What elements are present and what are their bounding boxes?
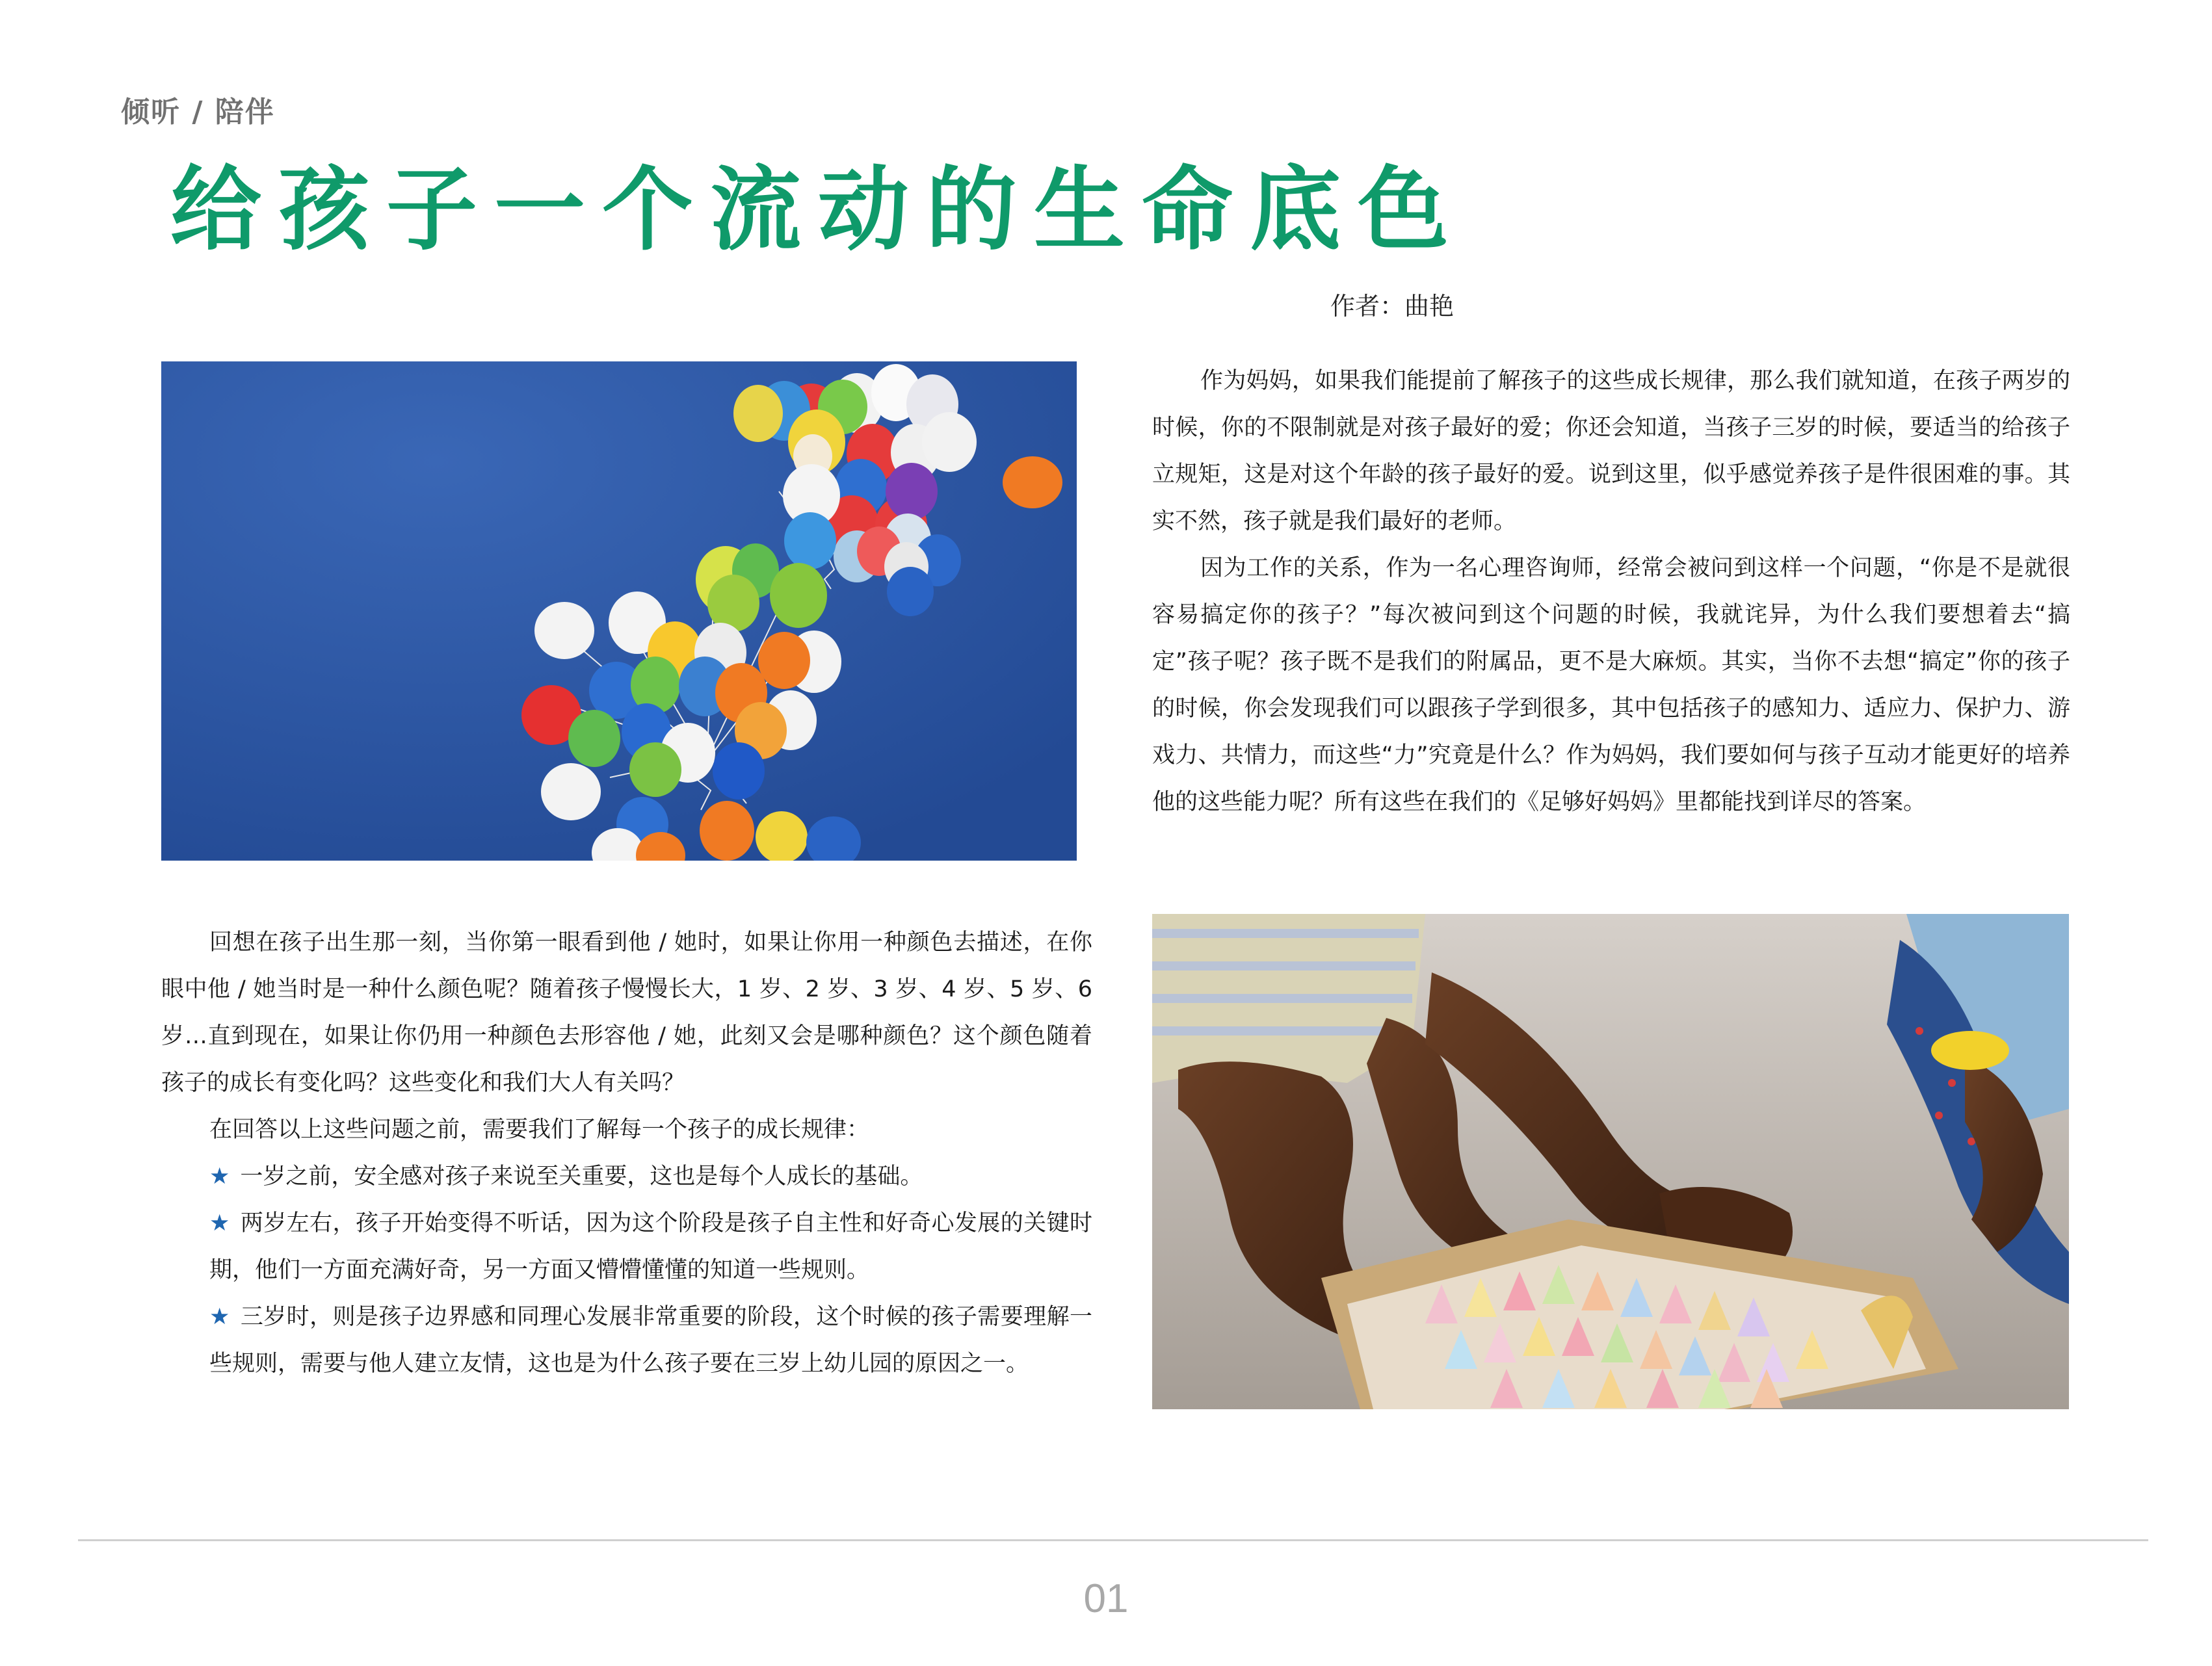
bullet-text: 两岁左右，孩子开始变得不听话，因为这个阶段是孩子自主性和好奇心发展的关键时期，他们一方面充满好奇，另一方面又懵懵懂懂的知道一些规则。: [209, 1210, 1092, 1283]
star-icon: ★: [209, 1164, 230, 1190]
bullet-item: [161, 1200, 1092, 1294]
right-article-text: [1152, 358, 2070, 826]
star-icon: ★: [209, 1210, 230, 1236]
balloons-illustration: [161, 361, 1077, 861]
chalk-illustration: [1152, 914, 2069, 1409]
left-paragraph-2: 在回答以上这些问题之前，需要我们了解每一个孩子的成长规律：: [209, 1117, 870, 1143]
article-title: 给孩子一个流动的生命底色: [170, 157, 1466, 263]
left-article-text: [161, 919, 1092, 1387]
left-paragraph-1: 回想在孩子出生那一刻，当你第一眼看到他 / 她时，如果让你用一种颜色去描述，在你眼中他 / 她当时是一种什么颜色呢？随着孩子慢慢长大，1 岁、2 岁、3 岁、4 岁、5 岁、6 岁…直到现在，如果让你仍用一种颜色去形容他 / 她，此刻又会是哪种颜色？这个颜色随着孩子的成长有变化吗？这些变化和我们大人有关吗？: [161, 930, 1092, 1096]
bullet-text: 三岁时，则是孩子边界感和同理心发展非常重要的阶段，这个时候的孩子需要理解一些规则，需要与他人建立友情，这也是为什么孩子要在三岁上幼儿园的原因之一。: [209, 1304, 1092, 1377]
balloons-photo: [161, 361, 1077, 861]
chalk-photo: [1152, 914, 2069, 1409]
page-number: 01: [1083, 1576, 1129, 1621]
footer-divider: [78, 1539, 2148, 1541]
right-paragraph-1: 作为妈妈，如果我们能提前了解孩子的这些成长规律，那么我们就知道，在孩子两岁的时候，你的不限制就是对孩子最好的爱；你还会知道，当孩子三岁的时候，要适当的给孩子立规矩，这是对这个年龄的孩子最好的爱。说到这里，似乎感觉养孩子是件很困难的事。其实不然，孩子就是我们最好的老师。: [1152, 368, 2070, 534]
article-author: 作者：曲艳: [1330, 292, 1455, 320]
bullet-item: [161, 1294, 1092, 1387]
bullet-item: [161, 1153, 1092, 1200]
bullet-text: 一岁之前，安全感对孩子来说至关重要，这也是每个人成长的基础。: [240, 1164, 923, 1190]
section-label: 倾听 / 陪伴: [121, 96, 275, 129]
right-paragraph-2: 因为工作的关系，作为一名心理咨询师，经常会被问到这样一个问题，“你是不是就很容易搞定你的孩子？”每次被问到这个问题的时候，我就诧异，为什么我们要想着去“搞定”孩子呢？孩子既不是我们的附属品，更不是大麻烦。其实，当你不去想“搞定”你的孩子的时候，你会发现我们可以跟孩子学到很多，其中包括孩子的感知力、适应力、保护力、游戏力、共情力，而这些“力”究竟是什么？作为妈妈，我们要如何与孩子互动才能更好的培养他的这些能力呢？所有这些在我们的《足够好妈妈》里都能找到详尽的答案。: [1152, 555, 2070, 815]
star-icon: ★: [209, 1304, 230, 1330]
